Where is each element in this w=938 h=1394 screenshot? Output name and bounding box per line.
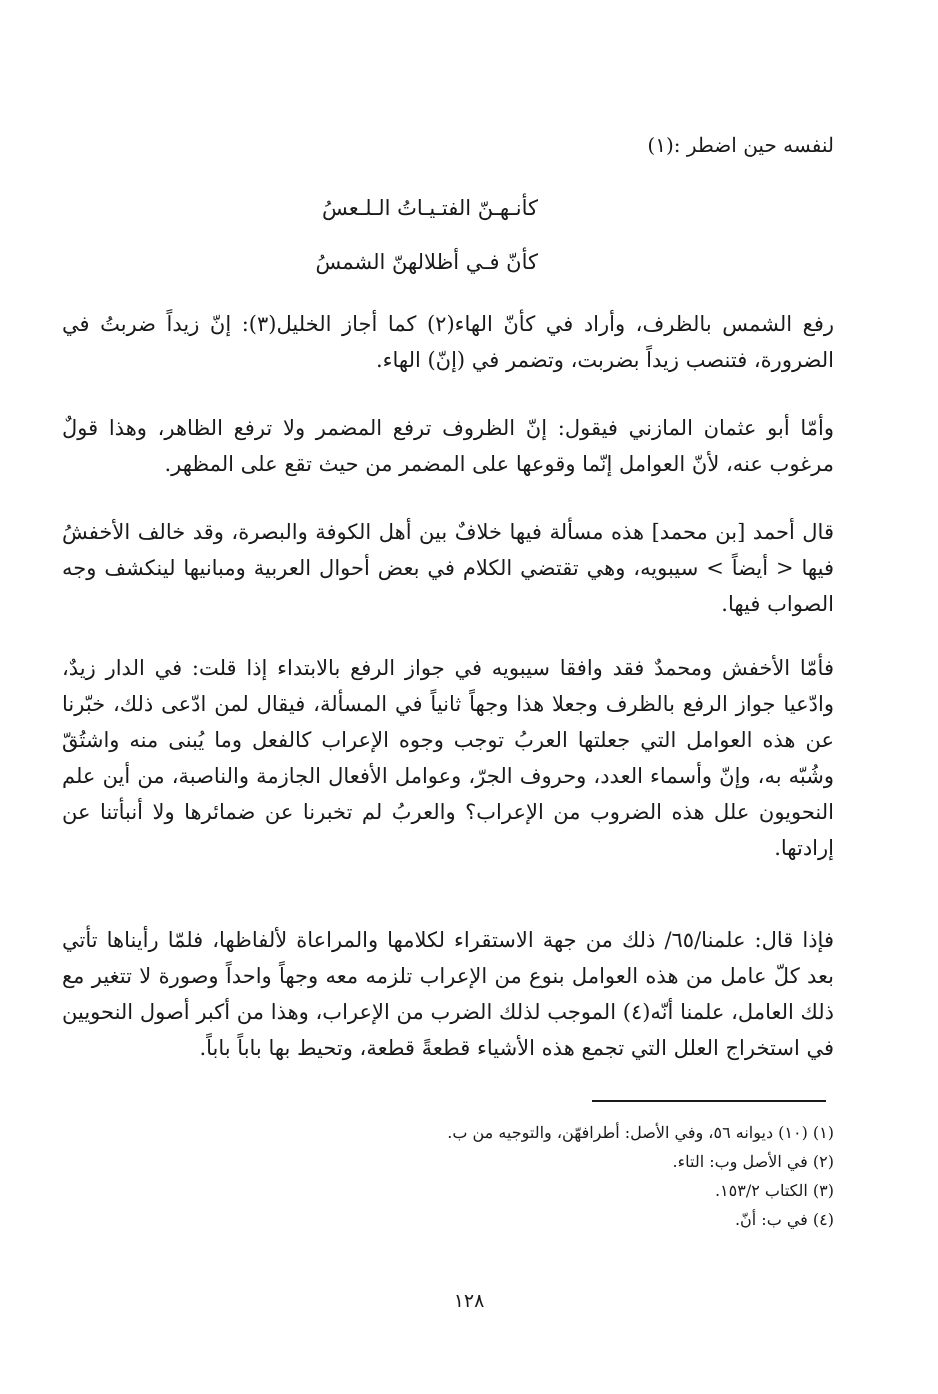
paragraph-4: فأمّا الأخفش ومحمدٌ فقد وافقا سيبويه في جواز الرفع بالابتداء إذا قلت: في الدار زيدٌ، وادّعيا جواز الرفع بالظرف وجعلا هذا وجهاً ثانياً في المسألة، فيقال لمن ادّعى ذلك، خبّرنا عن هذه العوامل التي جعلتها العربُ توجب وجوه الإعراب كالفعل وما يُبنى منه واشتُقّ وشُبّه به، وإنّ وأسماء العدد، وحروف الجرّ، وعوامل الأفعال الجازمة والناصبة، من أين علم النحويون علل هذه الضروب من الإعراب؟ والعربُ لم تخبرنا عن ضمائرها ولا أنبأتنا عن إرادتها. [62, 656, 834, 860]
footnote-1: (١) (١٠) ديوانه ٥٦، وفي الأصل: أطرافهّن، والتوجيه من ب. [447, 1123, 834, 1142]
verse-line-2: كأنّ فـي أظلالهنّ الشمسُ [315, 250, 538, 274]
paragraph-5: فإذا قال: علمنا/٦٥/ ذلك من جهة الاستقراء لكلامها والمراعاة لألفاظها، فلمّا رأيناها تأتي بعد كلّ عامل من هذه العوامل بنوع من الإعراب تلزمه معه وجهاً واحداً وصورة لا تتغير مع ذلك العامل، علمنا أنّه(٤) الموجب لذلك الضرب من الإعراب، وهذا من أكبر أصول النحويين في استخراج العلل التي تجمع هذه الأشياء قطعةً قطعة، وتحيط بها باباً باباً. [62, 928, 834, 1060]
footnote-3: (٣) الكتاب ١٥٣/٢. [714, 1181, 834, 1200]
paragraph-3: قال أحمد [بن محمد] هذه مسألة فيها خلافٌ بين أهل الكوفة والبصرة، وقد خالف الأخفشُ فيها < أيضاً > سيبويه، وهي تقتضي الكلام في بعض أحوال العربية ومبانيها لينكشف وجه الصواب فيها. [62, 520, 834, 616]
page-number: ١٢٨ [453, 1290, 485, 1312]
paragraph-2: وأمّا أبو عثمان المازني فيقول: إنّ الظروف ترفع المضمر ولا ترفع الظاهر، وهذا قولٌ مرغوب عنه، لأنّ العوامل إنّما وقوعها على المضمر من حيث تقع على المظهر. [62, 416, 834, 476]
verse-line-1: كأنـهـنّ الفتـيـاتُ الـلـعسُ [322, 196, 538, 220]
footnote-divider [592, 1100, 826, 1102]
intro-line: لنفسه حين اضطر :(١) [647, 133, 834, 157]
footnote-2: (٢) في الأصل وب: التاء. [672, 1152, 834, 1171]
footnote-4: (٤) في ب: أنّ. [734, 1210, 834, 1229]
paragraph-1: رفع الشمس بالظرف، وأراد في كأنّ الهاء(٢) كما أجاز الخليل(٣): إنّ زيداً ضربتُ في الضرورة، فتنصب زيداً بضربت، وتضمر في (إنّ) الهاء. [62, 312, 834, 372]
footnotes-list [234, 1118, 834, 1234]
